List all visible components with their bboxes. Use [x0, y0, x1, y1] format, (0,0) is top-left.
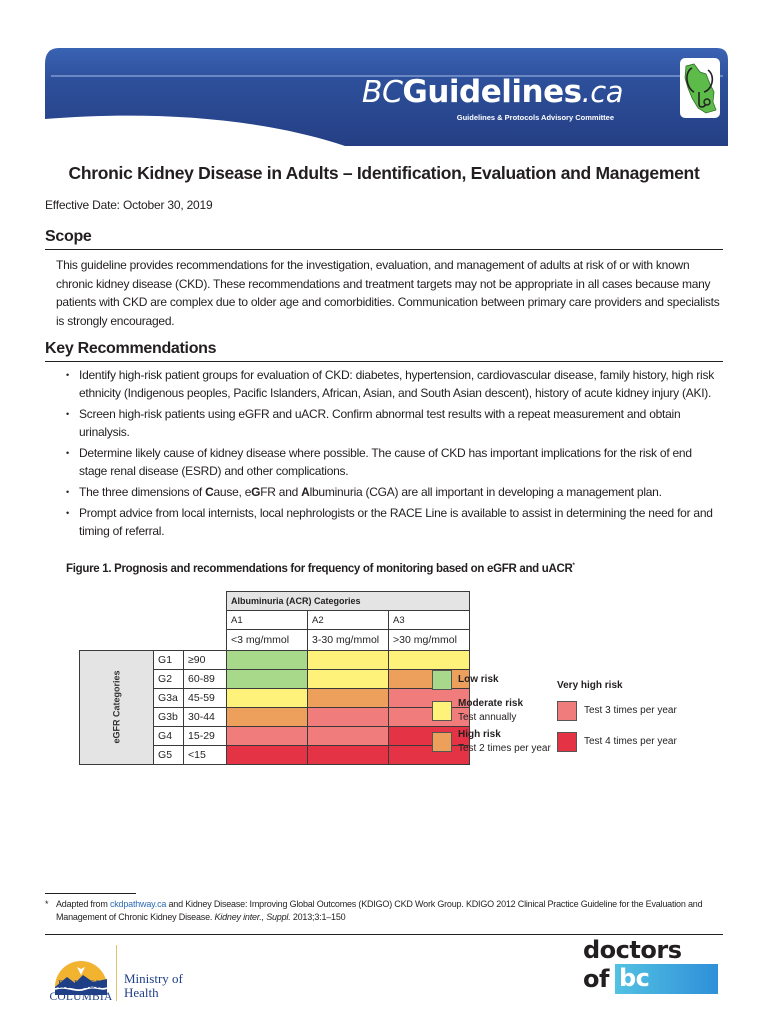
column-code: A3	[389, 611, 470, 630]
legend-sub-high: Test 2 times per year	[458, 743, 551, 754]
list-item: • The three dimensions of Cause, eGFR and Albuminuria (CGA) are all important in developing a management plan.	[66, 483, 721, 501]
column-range: <3 mg/mmol	[227, 630, 308, 651]
footer-divider	[45, 934, 723, 935]
row-code: G2	[154, 670, 184, 689]
ckdpathway-link[interactable]: ckdpathway.ca	[109, 899, 167, 909]
row-code: G3a	[154, 689, 184, 708]
ministry-of-health-label: Ministry of Health	[124, 971, 183, 1000]
committee-name: Guidelines & Protocols Advisory Committee	[456, 113, 614, 122]
legend-swatch-low	[432, 670, 452, 690]
risk-cell-high	[227, 708, 308, 727]
legend-swatch-moderate	[432, 701, 452, 721]
egfr-categories-label: eGFR Categories	[80, 651, 154, 765]
legend-sub-moderate: Test annually	[458, 712, 517, 723]
scope-heading: Scope	[45, 228, 723, 250]
figure-caption: Figure 1. Prognosis and recommendations for frequency of monitoring based on eGFR and uACR*	[66, 563, 575, 575]
scope-text: This guideline provides recommendations for the investigation, evaluation, and management of adults at risk of or with known chronic kidney disease (CKD). These recommendations and treatment targets may not be appropriate in all cases because many patients with CKD are complex due to older age and comorbidities. Communication between primary care providers and specialists is strongly encouraged.	[56, 258, 720, 328]
doctors-of-bc-logo: doctors of bc	[583, 937, 718, 994]
risk-cell-very-high-3	[308, 708, 389, 727]
row-range: 15-29	[184, 727, 227, 746]
risk-cell-moderate	[308, 651, 389, 670]
ckd-risk-heatmap	[79, 591, 470, 765]
row-range: ≥90	[184, 651, 227, 670]
risk-cell-moderate	[308, 670, 389, 689]
column-range: >30 mg/mmol	[389, 630, 470, 651]
legend-sub-very-high-4: Test 4 times per year	[584, 736, 677, 747]
legend-swatch-very-high-3	[557, 701, 577, 721]
ministry-divider	[116, 945, 117, 1001]
footnote: * Adapted from ckdpathway.ca and Kidney Disease: Improving Global Outcomes (KDIGO) CKD Work Group. KDIGO 2012 Clinical Practice Guideline for the Evaluation and Management of Chronic Kidney Disease. Kidney inter., Suppl. 2013;3:1–150	[45, 899, 703, 922]
row-code: G5	[154, 746, 184, 765]
legend-swatch-high	[432, 732, 452, 752]
risk-cell-moderate	[227, 689, 308, 708]
risk-cell-low	[227, 651, 308, 670]
risk-cell-very-high-3	[308, 727, 389, 746]
row-range: 60-89	[184, 670, 227, 689]
column-range: 3-30 mg/mmol	[308, 630, 389, 651]
bcguidelines-banner	[45, 46, 728, 146]
heatmap-row	[80, 651, 470, 670]
effective-date: Effective Date: October 30, 2019	[45, 198, 213, 212]
row-range: 30-44	[184, 708, 227, 727]
brand-logo: BCGuidelines.ca	[361, 74, 623, 110]
row-code: G4	[154, 727, 184, 746]
acr-categories-header: Albuminuria (ACR) Categories	[227, 592, 470, 611]
legend-label-low: Low risk	[458, 674, 499, 685]
risk-cell-very-high-4	[308, 746, 389, 765]
row-code: G3b	[154, 708, 184, 727]
document-title: Chronic Kidney Disease in Adults – Identification, Evaluation and Management	[68, 163, 700, 183]
column-code: A1	[227, 611, 308, 630]
list-item: • Prompt advice from local internists, local nephrologists or the RACE Line is available to assist in determining the need for and timing of referral.	[66, 504, 721, 540]
footnote-divider	[45, 893, 136, 894]
risk-cell-low	[227, 670, 308, 689]
legend-label-moderate: Moderate risk	[458, 698, 524, 709]
bc-map-stethoscope-icon	[680, 58, 720, 118]
legend-swatch-very-high-4	[557, 732, 577, 752]
list-item: • Determine likely cause of kidney disease where possible. The cause of CKD has important implications for the risk of end stage renal disease (ESRD) and other complications.	[66, 444, 721, 480]
risk-cell-high	[308, 689, 389, 708]
recommendations-list	[66, 366, 721, 543]
column-code: A2	[308, 611, 389, 630]
legend-sub-very-high-3: Test 3 times per year	[584, 705, 677, 716]
list-item: • Screen high-risk patients using eGFR and uACR. Confirm abnormal test results with a repeat measurement and obtain urinalysis.	[66, 405, 721, 441]
legend-heading-very-high: Very high risk	[557, 680, 623, 691]
risk-cell-very-high-3	[227, 727, 308, 746]
row-code: G1	[154, 651, 184, 670]
bc-logo-text: BRITISH COLUMBIA	[49, 979, 113, 1003]
legend-label-high: High risk	[458, 729, 501, 740]
risk-cell-moderate	[389, 651, 470, 670]
list-item: • Identify high-risk patient groups for evaluation of CKD: diabetes, hypertension, cardiovascular disease, family history, high risk ethnicity (Indigenous peoples, Pacific Islanders, African, Asian, and South Asian descent), history of acute kidney injury (AKI).	[66, 366, 721, 402]
key-recommendations-heading: Key Recommendations	[45, 340, 723, 362]
row-range: <15	[184, 746, 227, 765]
row-range: 45-59	[184, 689, 227, 708]
risk-cell-very-high-4	[227, 746, 308, 765]
